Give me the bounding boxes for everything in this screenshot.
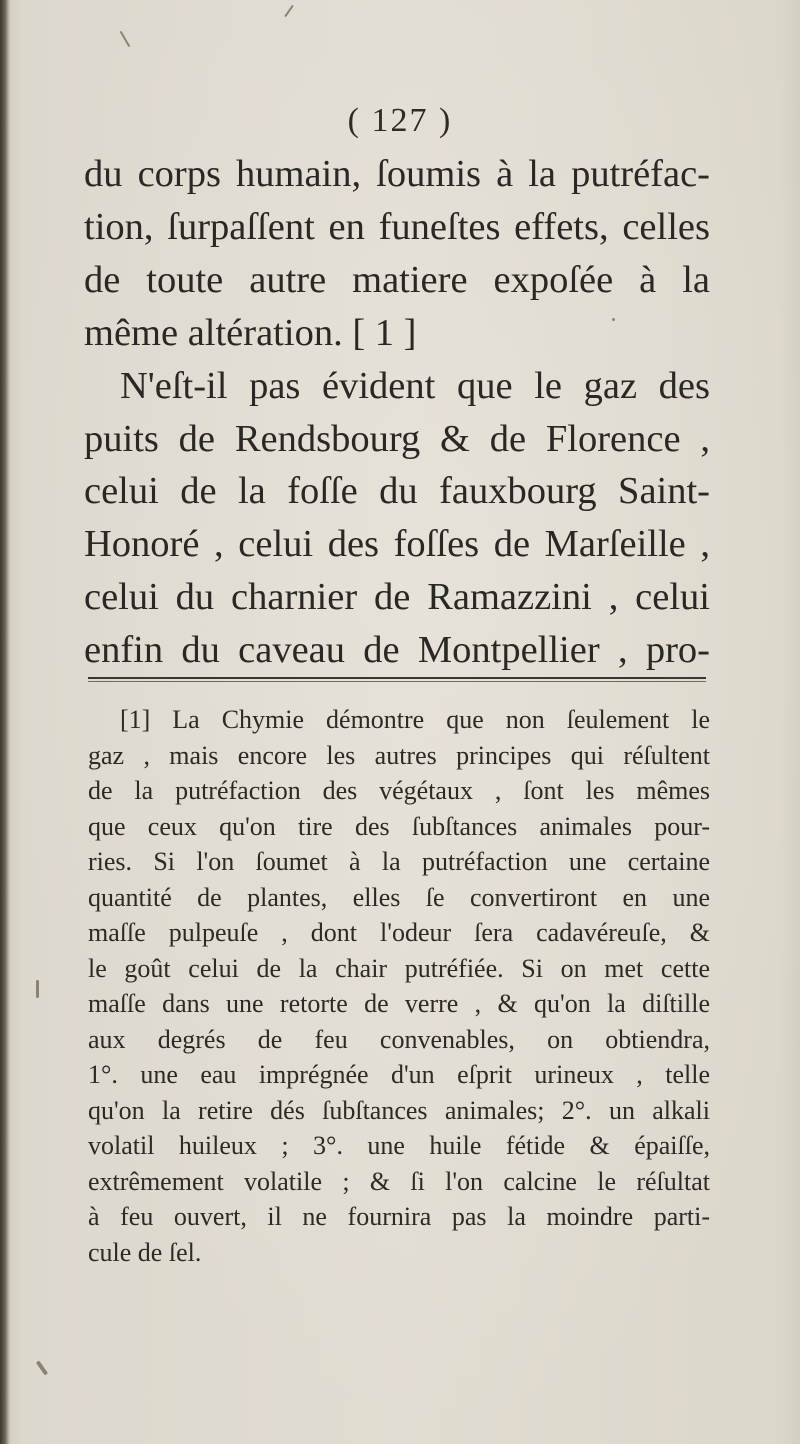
footnote-block bbox=[88, 702, 710, 1270]
page-binding-edge bbox=[0, 0, 10, 1444]
paper-speck bbox=[36, 1360, 48, 1375]
text-line: du corps humain, ſoumis à la putréfac- bbox=[84, 153, 710, 195]
footnote-separator-rule-thin bbox=[88, 681, 706, 682]
footnote-line: le goût celui de la chair putréfiée. Si on met cette bbox=[88, 953, 710, 983]
footnote-line: cule de ſel. bbox=[88, 1237, 202, 1267]
main-text-block bbox=[84, 148, 710, 677]
footnote-line: 1°. une eau imprégnée d'un eſprit urineux , telle bbox=[88, 1060, 710, 1089]
text-line: enfin du caveau de Montpellier , pro- bbox=[84, 629, 710, 672]
footnote-line: quantité de plantes, elles ſe convertiront en une bbox=[88, 882, 710, 912]
paper-speck bbox=[612, 318, 615, 321]
footnote-line: aux degrés de feu convenables, on obtiendra, bbox=[88, 1024, 710, 1054]
footnote-line: maſſe pulpeuſe , dont l'odeur ſera cadavéreuſe, & bbox=[88, 918, 710, 947]
text-line: Honoré , celui des foſſes de Marſeille , bbox=[84, 523, 710, 566]
footnote-line: gaz , mais encore les autres principes qui réſultent bbox=[88, 740, 710, 770]
footnote-line: de la putréfaction des végétaux , ſont les mêmes bbox=[88, 776, 710, 805]
footnote-line: [1] La Chymie démontre que non ſeulement le bbox=[120, 705, 710, 734]
paper-speck bbox=[36, 980, 39, 998]
footnote-line: extrêmement volatile ; & ſi l'on calcine le réſultat bbox=[88, 1166, 710, 1196]
footnote-line: ries. Si l'on ſoumet à la putréfaction une certaine bbox=[88, 847, 710, 876]
paper-speck bbox=[284, 5, 294, 18]
text-line: de toute autre matiere expoſée à la bbox=[84, 258, 710, 301]
footnote-separator-rule bbox=[88, 677, 706, 679]
text-line: tion, ſurpaſſent en funeſtes effets, celles bbox=[84, 205, 710, 248]
footnote-line: volatil huileux ; 3°. une huile fétide & épaiſſe, bbox=[88, 1131, 710, 1160]
footnote-line: qu'on la retire dés ſubſtances animales; 2°. un alkali bbox=[88, 1095, 710, 1125]
paper-speck bbox=[120, 31, 131, 48]
text-line: N'eſt-il pas évident que le gaz des bbox=[120, 364, 710, 407]
text-line: celui du charnier de Ramazzini , celui bbox=[84, 576, 710, 619]
footnote-line: à feu ouvert, il ne fournira pas la moindre parti- bbox=[88, 1202, 710, 1231]
footnote-line: que ceux qu'on tire des ſubſtances animales pour- bbox=[88, 811, 710, 841]
text-line: puits de Rendsbourg & de Florence , bbox=[84, 417, 710, 460]
text-line: celui de la foſſe du fauxbourg Saint- bbox=[84, 470, 710, 513]
footnote-line: maſſe dans une retorte de verre , & qu'on la diſtille bbox=[88, 989, 710, 1018]
text-line: même altération. [ 1 ] bbox=[84, 311, 417, 354]
page-number: ( 127 ) bbox=[347, 102, 453, 139]
